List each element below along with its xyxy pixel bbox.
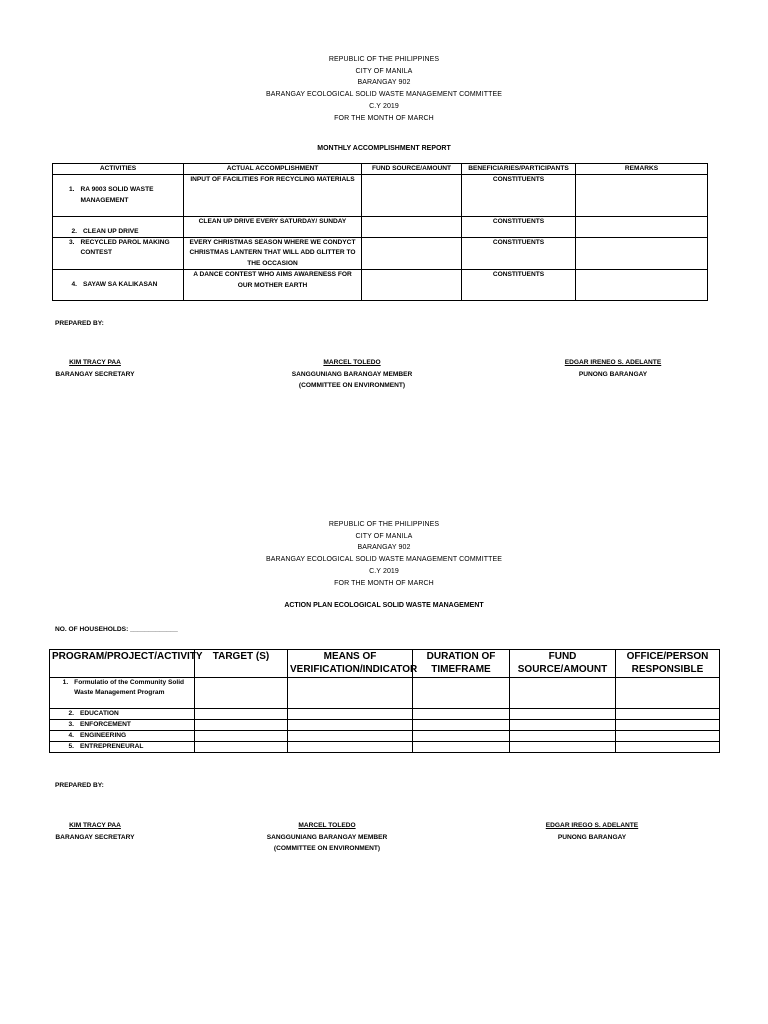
row-number: 2.	[71, 227, 77, 235]
row-number: 5.	[68, 743, 74, 750]
signatory-note: (COMMITTEE ON ENVIRONMENT)	[298, 382, 406, 389]
activity-text: EDUCATION	[80, 710, 119, 717]
row-number: 4.	[68, 732, 74, 739]
table-header-row	[53, 164, 708, 175]
column-header: ACTUAL ACCOMPLISHMENT	[184, 164, 362, 175]
accomplishment-cell: EVERY CHRISTMAS SEASON WHERE WE CONDYCT CHRISTMAS LANTERN THAT WILL ADD GLITTER TO THE OCCASION	[184, 238, 362, 270]
action-plan-table	[49, 649, 720, 753]
remarks-cell	[576, 175, 708, 217]
signatory-position: BARANGAY SECRETARY	[55, 370, 135, 378]
table-row	[53, 238, 708, 270]
activity-cell	[50, 742, 195, 753]
table-header-row	[50, 650, 720, 678]
signatory-block	[548, 357, 678, 380]
header-line: BARANGAY ECOLOGICAL SOLID WASTE MANAGEMENT COMMITTEE	[265, 91, 503, 99]
activity-cell	[50, 720, 195, 731]
signatory-position: SANGGUNIANG BARANGAY MEMBER	[266, 833, 388, 841]
report1-header	[0, 54, 768, 124]
prepared-by-label: PREPARED BY:	[55, 782, 104, 789]
report2-title: ACTION PLAN ECOLOGICAL SOLID WASTE MANAGEMENT	[284, 602, 484, 609]
verification-cell	[288, 731, 413, 742]
table-row	[50, 742, 720, 753]
beneficiaries-cell: CONSTITUENTS	[462, 217, 576, 238]
accomplishment-cell: CLEAN UP DRIVE EVERY SATURDAY/ SUNDAY	[184, 217, 362, 238]
column-header: ACTIVITIES	[53, 164, 184, 175]
households-label: NO. OF HOUSEHOLDS: _____________	[55, 626, 178, 633]
activity-text: SAYAW SA KALIKASAN	[83, 281, 158, 289]
prepared-by-label: PREPARED BY:	[55, 320, 104, 327]
fund-cell	[510, 720, 616, 731]
activity-cell	[50, 678, 195, 709]
row-number: 3.	[68, 239, 75, 246]
target-cell	[195, 742, 288, 753]
verification-cell	[288, 720, 413, 731]
target-cell	[195, 678, 288, 709]
office-cell	[616, 678, 720, 709]
activity-text: ENGINEERING	[80, 732, 127, 739]
signatory-position: SANGGUNIANG BARANGAY MEMBER	[291, 370, 413, 378]
office-cell	[616, 709, 720, 720]
header-line: CITY OF MANILA	[355, 532, 413, 540]
activity-text: CLEAN UP DRIVE	[83, 227, 139, 235]
activity-cell	[53, 238, 184, 270]
table-row	[50, 709, 720, 720]
fund-cell	[362, 175, 462, 217]
signatory-name: KIM TRACY PAA	[69, 822, 121, 829]
verification-cell	[288, 678, 413, 709]
table-row	[53, 175, 708, 217]
fund-cell	[362, 270, 462, 301]
row-number: 1.	[62, 679, 69, 686]
report2-header	[0, 519, 768, 589]
row-number: 2.	[68, 710, 74, 717]
activity-cell	[50, 709, 195, 720]
table-row	[53, 270, 708, 301]
duration-cell	[413, 731, 510, 742]
header-line: FOR THE MONTH OF MARCH	[334, 579, 434, 587]
signatory-block	[267, 357, 437, 392]
target-cell	[195, 731, 288, 742]
column-header: FUND SOURCE/AMOUNT	[510, 650, 616, 678]
column-header: MEANS OF VERIFICATION/INDICATOR	[288, 650, 413, 678]
office-cell	[616, 731, 720, 742]
accomplishment-table	[52, 163, 708, 301]
signatory-name: EDGAR IREGO S. ADELANTE	[545, 822, 639, 829]
signatory-block	[40, 820, 150, 843]
header-line: CITY OF MANILA	[355, 67, 413, 75]
signatory-note: (COMMITTEE ON ENVIRONMENT)	[273, 845, 381, 852]
beneficiaries-cell: CONSTITUENTS	[462, 238, 576, 270]
activity-text: ENTREPRENEURAL	[80, 743, 144, 750]
target-cell	[195, 720, 288, 731]
column-header: FUND SOURCE/AMOUNT	[362, 164, 462, 175]
header-line: REPUBLIC OF THE PHILIPPINES	[328, 56, 440, 63]
fund-cell	[362, 217, 462, 238]
duration-cell	[413, 709, 510, 720]
column-header: REMARKS	[576, 164, 708, 175]
header-line: BARANGAY 902	[357, 79, 411, 87]
signatory-block	[527, 820, 657, 843]
activity-text: RA 9003 SOLID WASTE MANAGEMENT	[80, 186, 154, 204]
header-line: C.Y 2019	[369, 567, 399, 575]
fund-cell	[510, 709, 616, 720]
signatory-position: PUNONG BARANGAY	[578, 370, 648, 378]
header-line: C.Y 2019	[369, 102, 399, 110]
table-row	[50, 678, 720, 709]
table-row	[50, 720, 720, 731]
activity-cell	[53, 175, 184, 217]
fund-cell	[362, 238, 462, 270]
column-header: BENEFICIARIES/PARTICIPANTS	[462, 164, 576, 175]
fund-cell	[510, 731, 616, 742]
remarks-cell	[576, 238, 708, 270]
signatory-name: MARCEL TOLEDO	[323, 359, 381, 366]
beneficiaries-cell: CONSTITUENTS	[462, 175, 576, 217]
row-number: 4.	[71, 281, 77, 289]
duration-cell	[413, 678, 510, 709]
signatory-position: PUNONG BARANGAY	[557, 833, 627, 841]
duration-cell	[413, 720, 510, 731]
column-header: OFFICE/PERSON RESPONSIBLE	[616, 650, 720, 678]
office-cell	[616, 720, 720, 731]
signatory-name: KIM TRACY PAA	[69, 359, 121, 366]
report1-title: MONTHLY ACCOMPLISHMENT REPORT	[317, 145, 451, 152]
activity-cell	[53, 217, 184, 238]
header-line: BARANGAY 902	[357, 544, 411, 552]
table-row	[53, 217, 708, 238]
activity-text: RECYCLED PAROL MAKING CONTEST	[80, 239, 170, 257]
activity-cell	[53, 270, 184, 301]
remarks-cell	[576, 217, 708, 238]
accomplishment-cell: INPUT OF FACILITIES FOR RECYCLING MATERIALS	[184, 175, 362, 217]
signatory-block	[242, 820, 412, 855]
activity-text: Formulatio of the Community Solid Waste Management Program	[74, 679, 185, 696]
activity-text: ENFORCEMENT	[80, 721, 131, 728]
row-number: 3.	[68, 721, 74, 728]
verification-cell	[288, 709, 413, 720]
remarks-cell	[576, 270, 708, 301]
target-cell	[195, 709, 288, 720]
activity-cell	[50, 731, 195, 742]
fund-cell	[510, 742, 616, 753]
row-number: 1.	[68, 186, 75, 194]
accomplishment-cell: A DANCE CONTEST WHO AIMS AWARENESS FOR OUR MOTHER EARTH	[184, 270, 362, 301]
duration-cell	[413, 742, 510, 753]
header-line: FOR THE MONTH OF MARCH	[334, 114, 434, 122]
signatory-name: MARCEL TOLEDO	[298, 822, 356, 829]
header-line: REPUBLIC OF THE PHILIPPINES	[328, 521, 440, 528]
verification-cell	[288, 742, 413, 753]
column-header: TARGET (S)	[195, 650, 288, 678]
office-cell	[616, 742, 720, 753]
column-header: DURATION OF TIMEFRAME	[413, 650, 510, 678]
table-row	[50, 731, 720, 742]
fund-cell	[510, 678, 616, 709]
signatory-position: BARANGAY SECRETARY	[55, 833, 135, 841]
column-header: PROGRAM/PROJECT/ACTIVITY	[50, 650, 195, 678]
header-line: BARANGAY ECOLOGICAL SOLID WASTE MANAGEMENT COMMITTEE	[265, 556, 503, 564]
signatory-block	[40, 357, 150, 380]
signatory-name: EDGAR IRENEO S. ADELANTE	[564, 359, 662, 366]
beneficiaries-cell: CONSTITUENTS	[462, 270, 576, 301]
